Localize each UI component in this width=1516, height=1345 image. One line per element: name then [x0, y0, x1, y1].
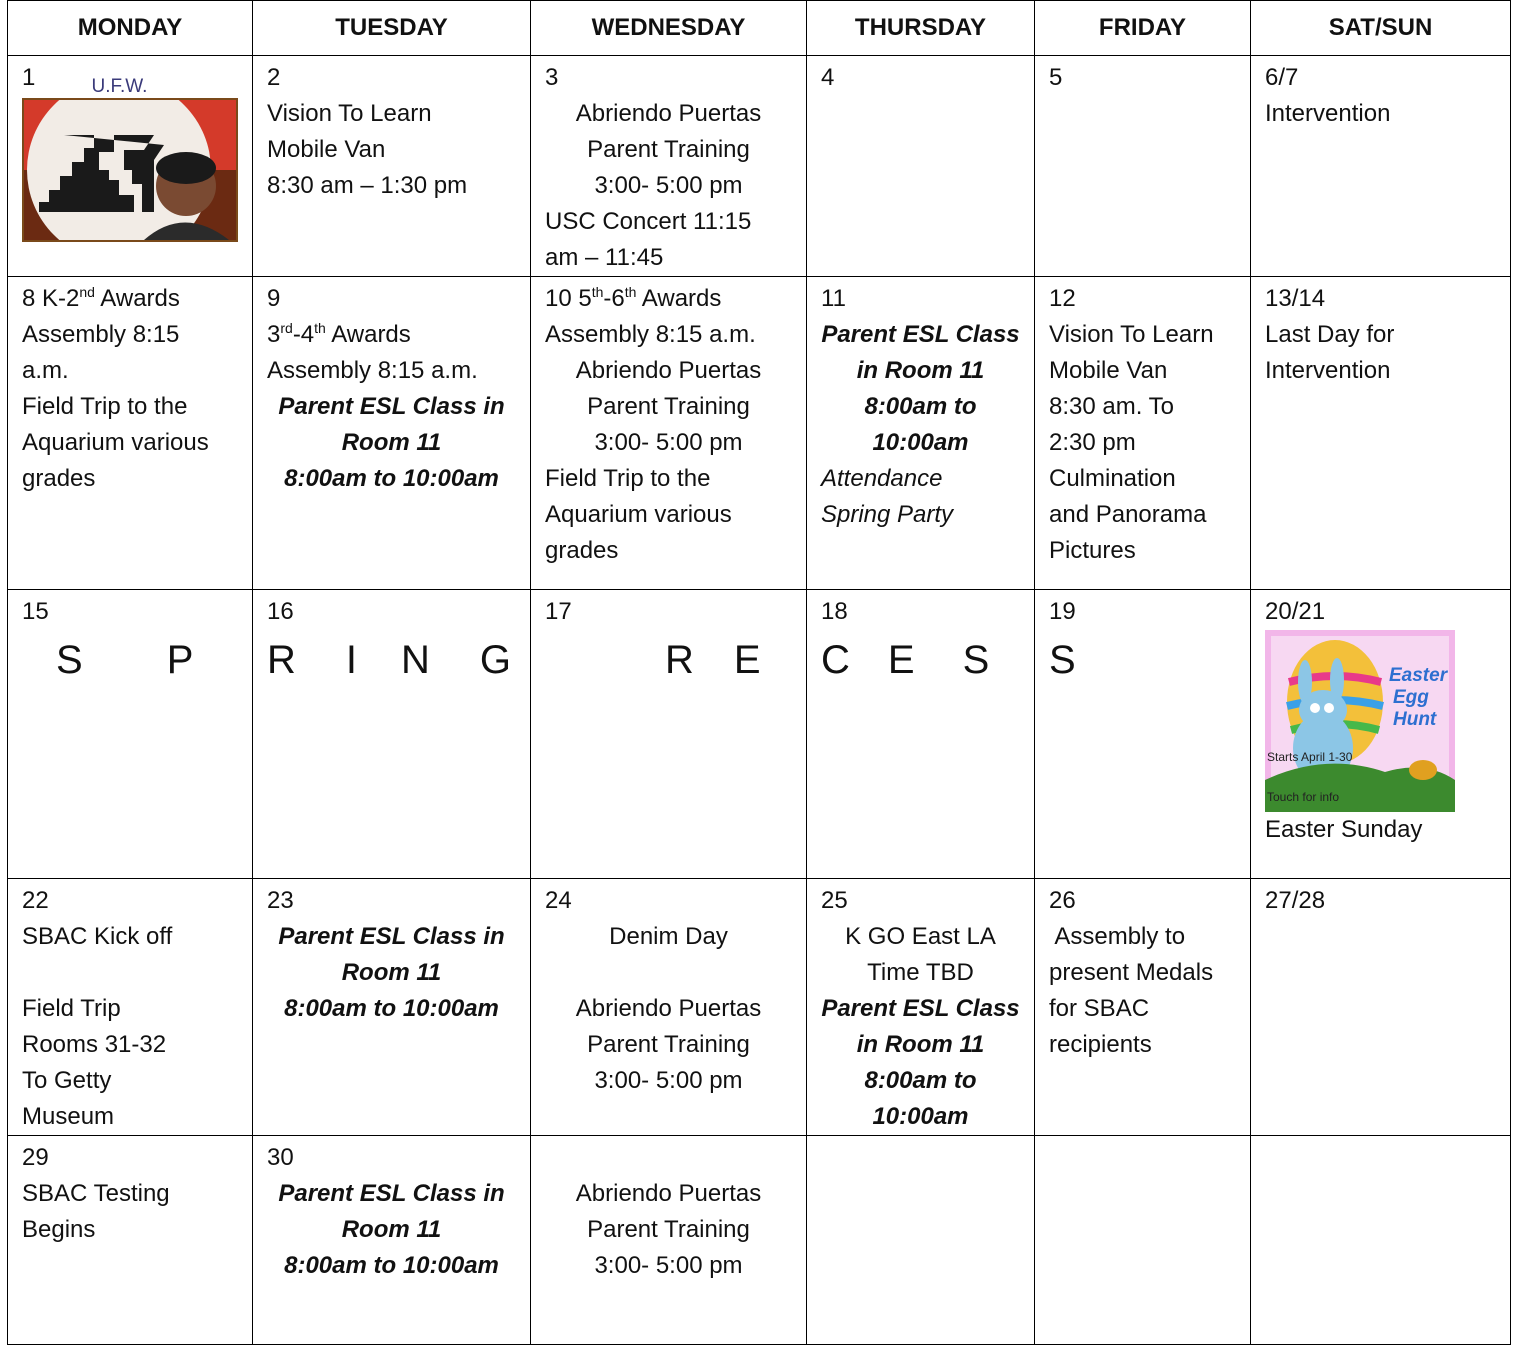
- easter-text: Hunt: [1393, 709, 1437, 730]
- event-text: Room 11: [341, 1216, 442, 1243]
- event-text: Begins: [22, 1216, 96, 1243]
- event-text: Assembly 8:15 a.m.: [545, 321, 756, 348]
- event-text: in Room 11: [856, 357, 985, 384]
- event-text: Aquarium various: [545, 501, 732, 528]
- day-number: 1: [22, 64, 36, 91]
- spring-recess-letters: S P: [56, 638, 194, 682]
- day-number: 3: [545, 64, 559, 91]
- day-number: 30: [267, 1144, 294, 1171]
- header-tuesday: TUESDAY: [253, 1, 531, 56]
- event-text: 3:00- 5:00 pm: [594, 1252, 743, 1279]
- header-row: [8, 1, 1511, 56]
- event-text: Parent ESL Class in: [278, 923, 505, 950]
- day-number: 19: [1049, 598, 1076, 625]
- event-text: Parent Training: [587, 1216, 750, 1243]
- event-text: Intervention: [1265, 357, 1391, 384]
- day-number: 24: [545, 887, 572, 914]
- event-text: Denim Day: [609, 923, 728, 950]
- event-text: grades: [545, 537, 619, 564]
- day-number: 23: [267, 887, 294, 914]
- day-cell: [807, 1136, 1035, 1345]
- easter-text: Egg: [1393, 687, 1429, 708]
- spring-recess-letters: C E S: [821, 638, 990, 682]
- day-number: 16: [267, 598, 294, 625]
- event-text: Museum: [22, 1103, 115, 1130]
- day-cell: [1251, 1136, 1511, 1345]
- day-number: 12: [1049, 285, 1076, 312]
- day-cell: [253, 56, 531, 277]
- event-text: Parent ESL Class in: [278, 393, 505, 420]
- day-number: 26: [1049, 887, 1076, 914]
- event-text: Abriendo Puertas: [575, 357, 762, 384]
- day-cell: [1251, 590, 1511, 879]
- day-number: 18: [821, 598, 848, 625]
- day-number: 11: [821, 285, 846, 312]
- week-row-2: [8, 277, 1511, 590]
- day-cell: [1035, 590, 1251, 879]
- event-text: Assembly 8:15: [22, 321, 180, 348]
- event-text: Attendance: [821, 465, 943, 492]
- day-cell: [8, 590, 253, 879]
- day-cell: [8, 56, 253, 277]
- day-cell: [1035, 1136, 1251, 1345]
- event-text: Culmination: [1049, 465, 1176, 492]
- day-cell: [1251, 56, 1511, 277]
- event-text: 8:30 am. To: [1049, 393, 1174, 420]
- day-number: 2: [267, 64, 281, 91]
- event-text: 3:00- 5:00 pm: [594, 1067, 743, 1094]
- day-cell: [531, 590, 807, 879]
- event-text: Easter Sunday: [1265, 816, 1423, 843]
- day-number: 25: [821, 887, 848, 914]
- event-text: 8:00am to 10:00am: [284, 995, 499, 1022]
- event-text: 3rd-4th Awards: [267, 320, 411, 348]
- day-number: 22: [22, 887, 49, 914]
- day-cell: [531, 879, 807, 1136]
- easter-text: Touch for info: [1267, 790, 1340, 804]
- event-text: 8:30 am – 1:30 pm: [267, 172, 468, 199]
- event-text: 3:00- 5:00 pm: [594, 429, 743, 456]
- event-text: Assembly 8:15 a.m.: [267, 357, 478, 384]
- event-text: 8:00am to 10:00am: [284, 465, 499, 492]
- event-text: Parent Training: [587, 136, 750, 163]
- event-text: and Panorama: [1049, 501, 1207, 528]
- calendar-table: [7, 0, 1511, 1345]
- event-text: Rooms 31-32: [22, 1031, 167, 1058]
- spacer: [545, 955, 792, 991]
- spacer: [22, 955, 238, 991]
- event-text: Room 11: [341, 429, 442, 456]
- event-text: Parent ESL Class in: [278, 1180, 505, 1207]
- event-text: Field Trip: [22, 995, 121, 1022]
- spring-recess-letters: R I N G: [267, 638, 512, 682]
- event-text: USC Concert 11:15: [545, 208, 752, 235]
- spring-recess-letters: S: [1049, 638, 1076, 682]
- event-text: Intervention: [1265, 100, 1391, 127]
- event-text: Vision To Learn: [267, 100, 432, 127]
- header-wednesday: WEDNESDAY: [531, 1, 807, 56]
- event-text: 8 K-2nd Awards: [22, 284, 180, 312]
- day-number: 6/7: [1265, 64, 1299, 91]
- event-text: grades: [22, 465, 96, 492]
- day-cell: [253, 277, 531, 590]
- event-text: in Room 11: [856, 1031, 985, 1058]
- day-cell: [1035, 277, 1251, 590]
- header-thursday: THURSDAY: [807, 1, 1035, 56]
- day-number: 15: [22, 598, 49, 625]
- day-cell: [1251, 277, 1511, 590]
- event-text: a.m.: [22, 357, 69, 384]
- event-text: Spring Party: [821, 501, 954, 528]
- event-text: SBAC Kick off: [22, 923, 173, 950]
- day-cell: [531, 56, 807, 277]
- event-text: Abriendo Puertas: [575, 995, 762, 1022]
- day-cell: [253, 1136, 531, 1345]
- event-text: Vision To Learn: [1049, 321, 1214, 348]
- event-text: 2:30 pm: [1049, 429, 1136, 456]
- event-text: 10 5th-6th Awards: [545, 284, 722, 312]
- event-text: Aquarium various: [22, 429, 209, 456]
- ufw-logo-image: [22, 98, 238, 242]
- event-text: 10:00am: [872, 429, 969, 456]
- day-number: 13/14: [1265, 285, 1326, 312]
- event-text: Time TBD: [867, 959, 974, 986]
- event-text: Parent ESL Class: [821, 321, 1020, 348]
- day-number: 9: [267, 285, 281, 312]
- event-text: Mobile Van: [1049, 357, 1168, 384]
- day-cell: [253, 590, 531, 879]
- event-text: Mobile Van: [267, 136, 386, 163]
- event-text: 8:00am to: [864, 1067, 977, 1094]
- day-cell: [531, 277, 807, 590]
- day-cell: [1035, 56, 1251, 277]
- week-row-5: [8, 1136, 1511, 1345]
- day-cell: [8, 1136, 253, 1345]
- event-text: Abriendo Puertas: [575, 100, 762, 127]
- header-satsun: SAT/SUN: [1251, 1, 1511, 56]
- spring-recess-letters: R E: [665, 638, 761, 682]
- event-text: Parent ESL Class: [821, 995, 1020, 1022]
- day-number: 27/28: [1265, 887, 1326, 914]
- day-number: 29: [22, 1144, 49, 1171]
- day-cell: [1035, 879, 1251, 1136]
- event-text: Room 11: [341, 959, 442, 986]
- event-text: Last Day for: [1265, 321, 1395, 348]
- event-text: 10:00am: [872, 1103, 969, 1130]
- day-number: 20/21: [1265, 598, 1326, 625]
- day-cell: [8, 879, 253, 1136]
- day-cell: [807, 590, 1035, 879]
- event-text: recipients: [1049, 1031, 1152, 1058]
- day-number: 5: [1049, 64, 1063, 91]
- event-text: present Medals: [1049, 959, 1214, 986]
- header-monday: MONDAY: [8, 1, 253, 56]
- event-text: Pictures: [1049, 537, 1136, 564]
- day-cell: [253, 879, 531, 1136]
- event-text: To Getty: [22, 1067, 112, 1094]
- day-cell: [8, 277, 253, 590]
- event-text: SBAC Testing: [22, 1180, 170, 1207]
- week-row-1: [8, 56, 1511, 277]
- easter-text: Easter: [1389, 665, 1448, 686]
- easter-text: Starts April 1-30: [1267, 750, 1353, 764]
- week-row-3: [8, 590, 1511, 879]
- easter-egg-hunt-image: [1265, 630, 1455, 812]
- day-cell: [807, 879, 1035, 1136]
- day-number: 4: [821, 64, 835, 91]
- event-text: Abriendo Puertas: [575, 1180, 762, 1207]
- day-cell: [807, 277, 1035, 590]
- event-text: Parent Training: [587, 393, 750, 420]
- week-row-4: [8, 879, 1511, 1136]
- day-cell: [1251, 879, 1511, 1136]
- event-text: 8:00am to: [864, 393, 977, 420]
- event-text: K GO East LA: [845, 923, 996, 950]
- event-text: Assembly to: [1049, 923, 1186, 950]
- day-number: 17: [545, 598, 572, 625]
- event-text: Parent Training: [587, 1031, 750, 1058]
- ufw-logo-text: U.F.W.: [91, 75, 148, 97]
- event-text: am – 11:45: [545, 244, 664, 271]
- day-cell: [807, 56, 1035, 277]
- day-cell: [531, 1136, 807, 1345]
- event-text: Field Trip to the: [545, 465, 711, 492]
- event-text: for SBAC: [1049, 995, 1150, 1022]
- header-friday: FRIDAY: [1035, 1, 1251, 56]
- event-text: Field Trip to the: [22, 393, 188, 420]
- event-text: 8:00am to 10:00am: [284, 1252, 499, 1279]
- event-text: 3:00- 5:00 pm: [594, 172, 743, 199]
